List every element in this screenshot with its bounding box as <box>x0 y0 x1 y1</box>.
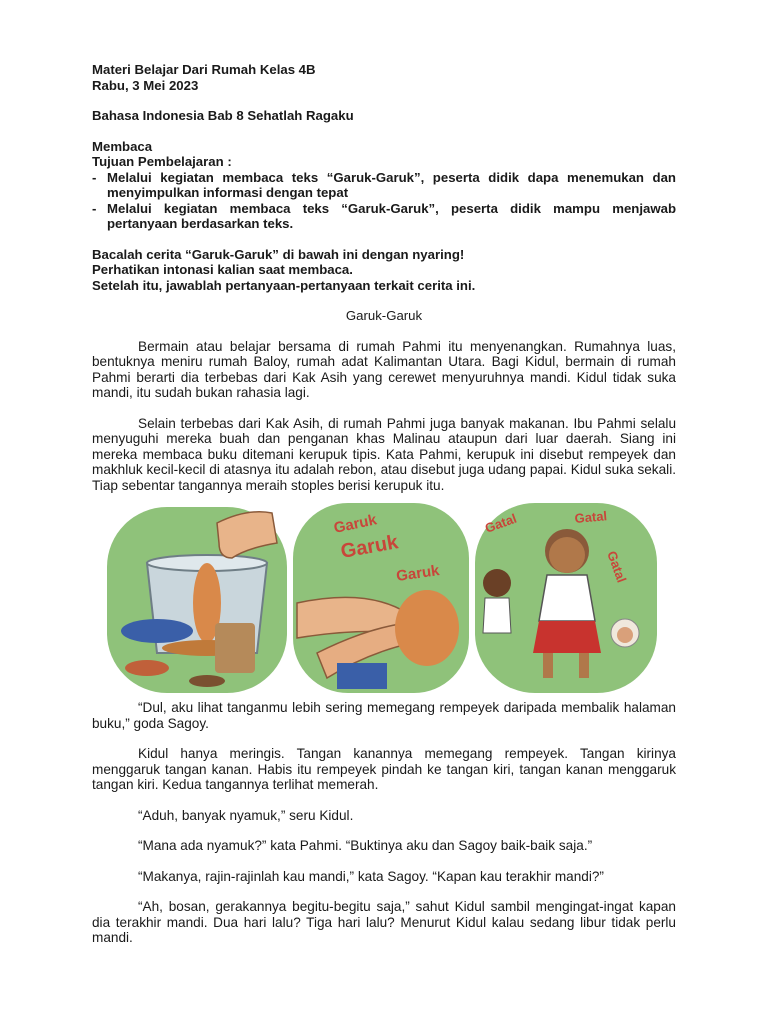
story-paragraph: Kidul hanya meringis. Tangan kanannya memegang rempeyek. Tangan kirinya menggaruk tangan kanan. Habis itu rempeyek pindah ke tangan kiri, tangan kanan menggaruk tangan kiri. Kedua tangannya terlihat memerah. <box>92 746 676 792</box>
sound-word: Gatal <box>573 508 608 526</box>
doc-title: Materi Belajar Dari Rumah Kelas 4B <box>92 62 316 77</box>
objective-item: - Melalui kegiatan membaca teks “Garuk-Garuk”, peserta didik dapa menemukan dan menyimpulkan informasi dengan tepat <box>92 169 676 200</box>
story-continuation <box>92 700 676 946</box>
document-page <box>92 62 676 493</box>
story-paragraph: “Ah, bosan, gerakannya begitu-begitu saja,” sahut Kidul sambil mengingat-ingat kapan dia terakhir mandi. Dua hari lalu? Tiga hari lalu? Menurut Kidul kalau sedang libur tidak perlu mandi. <box>92 899 676 945</box>
story-paragraph: “Makanya, rajin-rajinlah kau mandi,” kata Sagoy. “Kapan kau terakhir mandi?” <box>138 868 604 884</box>
section-heading: Membaca <box>92 138 153 154</box>
story-paragraph: “Mana ada nyamuk?” kata Pahmi. “Buktinya aku dan Sagoy baik-baik saja.” <box>138 838 593 853</box>
story-paragraph: Bermain atau belajar bersama di rumah Pahmi itu menyenangkan. Rumahnya luas, bentuknya meniru rumah Baloy, rumah adat Kalimantan Utara. Bagi Kidul, bermain di rumah Pahmi berarti dia terbebas dari Kak Asih yang cerewet menyuruhnya mandi. Kidul tidak suka mandi, itu sudah bukan rahasia lagi. <box>92 338 676 400</box>
sound-word: Garuk <box>332 511 379 537</box>
doc-subject: Bahasa Indonesia Bab 8 Sehatlah Ragaku <box>92 108 354 123</box>
objectives-label: Tujuan Pembelajaran : <box>92 154 232 169</box>
illustration-panel-scratching <box>293 503 469 693</box>
story-illustration <box>107 503 659 695</box>
story-paragraph: “Dul, aku lihat tanganmu lebih sering memegang rempeyek daripada membalik halaman buku,” goda Sagoy. <box>92 700 676 731</box>
doc-date: Rabu, 3 Mei 2023 <box>92 77 199 93</box>
illustration-panel-jar <box>107 507 287 693</box>
instruction-line: Setelah itu, jawablah pertanyaan-pertanyaan terkait cerita ini. <box>92 277 476 293</box>
story-paragraph: Selain terbebas dari Kak Asih, di rumah Pahmi juga banyak makanan. Ibu Pahmi selalu menyuguhi mereka buah dan penganan khas Malinau ataupun dari luar daerah. Siang ini mereka membaca buku ditemani kerupuk tipis. Kata Pahmi, kerupuk ini disebut rempeyek dan makhluk kecil-kecil di atasnya itu adalah rebon, atau disebut juga udang papai. Kidul suka sekali. Tiap sebentar tangannya meraih stoples berisi kerupuk itu. <box>92 415 676 493</box>
objective-item: - Melalui kegiatan membaca teks “Garuk-Garuk”, peserta didik mampu menjawab pertanyaan berdasarkan teks. <box>92 200 676 231</box>
instruction-line: Bacalah cerita “Garuk-Garuk” di bawah ini dengan nyaring! <box>92 246 465 262</box>
instruction-line: Perhatikan intonasi kalian saat membaca. <box>92 262 353 277</box>
sound-word: Gatal <box>482 510 519 536</box>
sound-word: Garuk <box>395 562 441 585</box>
story-title: Garuk-Garuk <box>345 308 423 323</box>
illustration-panel-itchy-boy <box>475 503 657 693</box>
story-paragraph: “Aduh, banyak nyamuk,” seru Kidul. <box>138 807 354 823</box>
sound-word: Gatal <box>604 548 630 585</box>
sound-word: Garuk <box>339 531 400 563</box>
